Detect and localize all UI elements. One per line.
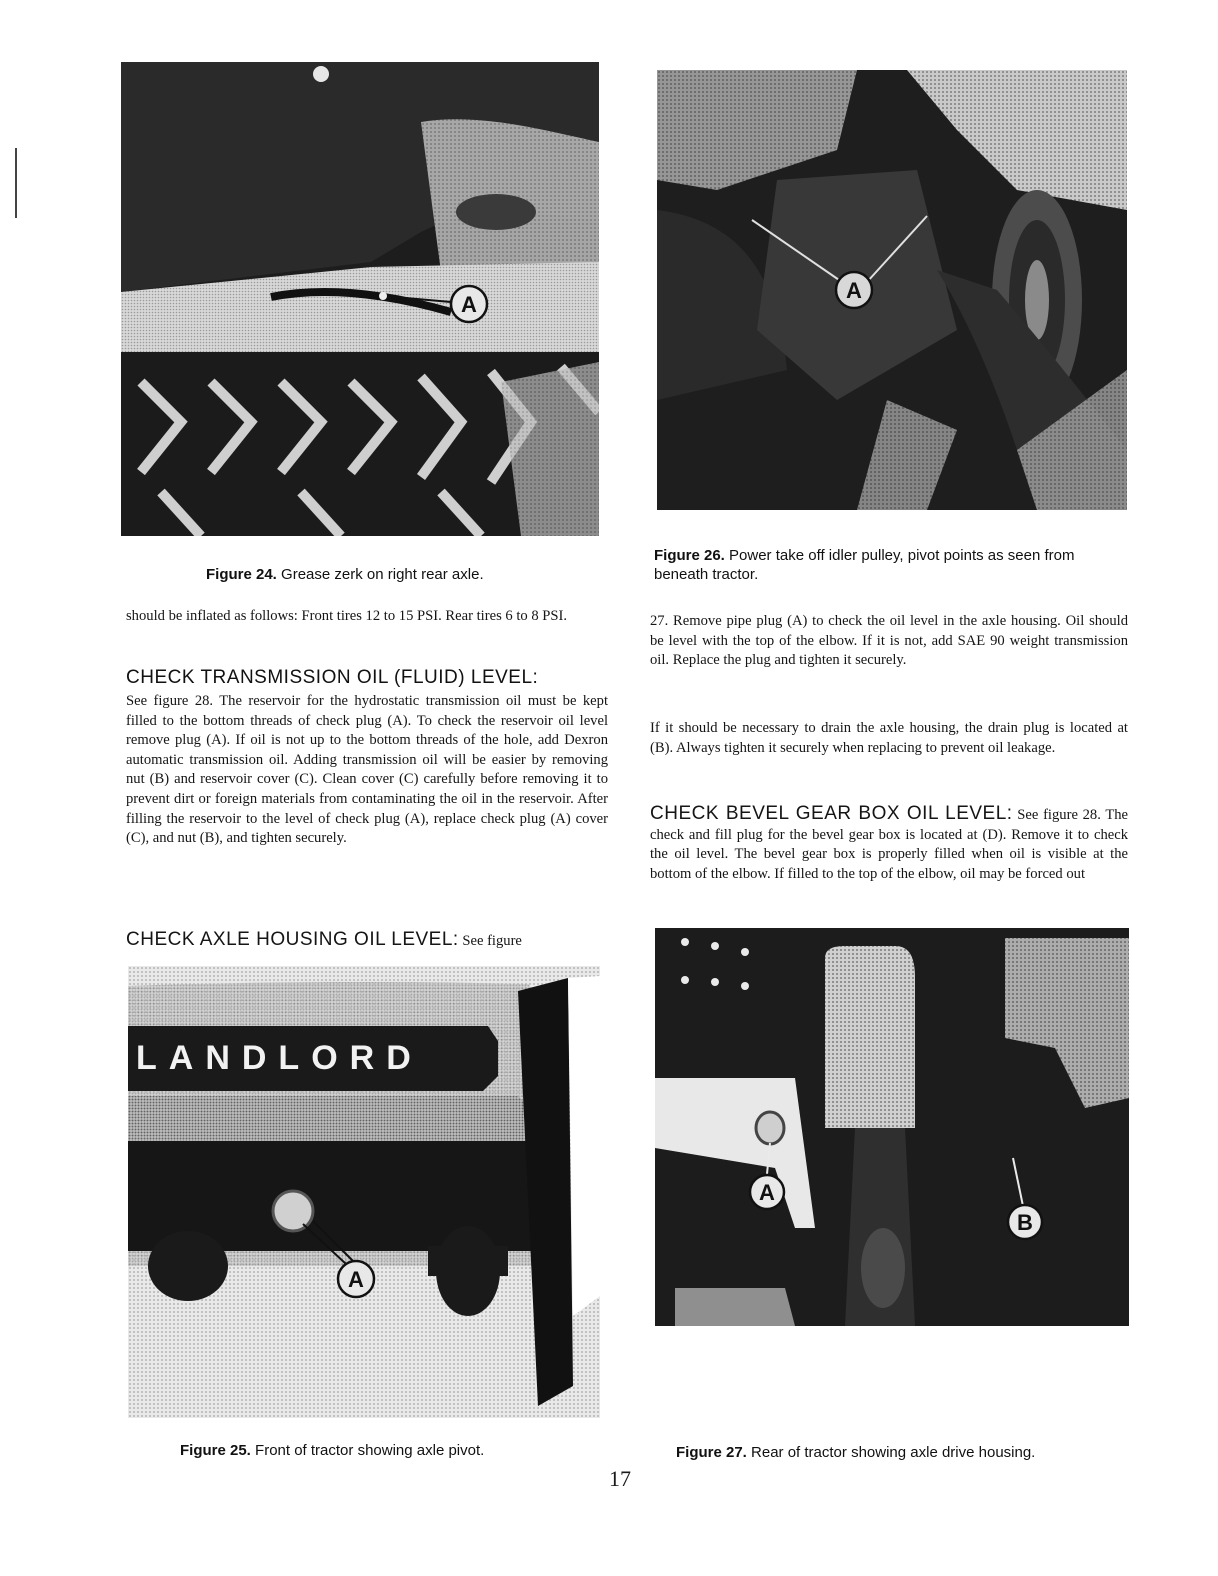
transmission-text: See figure 28. The reservoir for the hydrostatic transmission oil must be kept filled to the bottom threads of check plug (A). To check the reservoir oil level remove plug (A). If oil is not up to the bottom threads of the hole, add Dexron automatic transmission oil. Adding transmission oil will be easier by removing nut (B) and reservoir cover (C). Clean cover (C) carefully before removing it to prevent dirt or foreign materials from contaminating the oil in the reservoir. After filling the reservoir to the level of check plug (A), replace check plug (A) cover (C), and nut (B), and tighten securely. (126, 693, 608, 847)
figure-26-photo (657, 70, 1127, 510)
page-number: 17 (609, 1466, 631, 1491)
scan-mark (15, 148, 17, 218)
figure-25-number: Figure 25. (180, 1442, 251, 1459)
figure-26-number: Figure 26. (654, 547, 725, 564)
callout-a-fig25: A (348, 1267, 364, 1292)
axle-heading: CHECK AXLE HOUSING OIL LEVEL: (126, 929, 459, 950)
callout-a-fig27: A (759, 1180, 775, 1205)
figure-27-number: Figure 27. (676, 1444, 747, 1461)
figure-25-text: Front of tractor showing axle pivot. (255, 1442, 485, 1459)
bevel-section (650, 804, 1128, 884)
figure-27-caption (676, 1443, 1136, 1462)
figure-25-caption (180, 1441, 610, 1460)
drain-plug-text: If it should be necessary to drain the axle housing, the drain plug is located at (B). Always tighten it securely when replacing to prevent oil leakage. (650, 720, 1128, 756)
figure-24-caption (206, 565, 606, 584)
callout-a-fig26: A (846, 278, 862, 303)
figure-27-text: Rear of tractor showing axle drive housing. (751, 1444, 1036, 1461)
callout-a-fig24: A (461, 292, 477, 317)
axle-heading-line (126, 930, 608, 952)
figure-26-text: Power take off idler pulley, pivot points as seen from beneath tractor. (654, 547, 1075, 583)
figure-24-photo (121, 62, 599, 536)
figure-26-caption (654, 546, 1132, 584)
bevel-text: See figure 28. The check and fill plug for the bevel gear box is located at (D). Remove it to check the oil level. The bevel gear box is properly filled when oil is visible at the bottom of the elbow. If filled to the top of the elbow, oil may be forced out (650, 807, 1129, 882)
transmission-heading: CHECK TRANSMISSION OIL (FLUID) LEVEL: (126, 667, 539, 688)
landlord-badge: LANDLORD (136, 1039, 423, 1077)
tire-pressure-text: should be inflated as follows: Front tires 12 to 15 PSI. Rear tires 6 to 8 PSI. (126, 608, 568, 624)
figure-25-photo (128, 966, 600, 1418)
figure-24-number: Figure 24. (206, 566, 277, 583)
figure-24-text: Grease zerk on right rear axle. (281, 566, 484, 583)
figure-27-photo (655, 928, 1129, 1326)
bevel-heading: CHECK BEVEL GEAR BOX OIL LEVEL: (650, 803, 1013, 824)
callout-b-fig27: B (1017, 1210, 1033, 1235)
pipe-plug-text: 27. Remove pipe plug (A) to check the oil level in the axle housing. Oil should be level with the top of the elbow. If it is not, add SAE 90 weight transmission oil. Replace the plug and tighten it securely. (650, 613, 1128, 669)
axle-text: See figure (462, 933, 522, 949)
